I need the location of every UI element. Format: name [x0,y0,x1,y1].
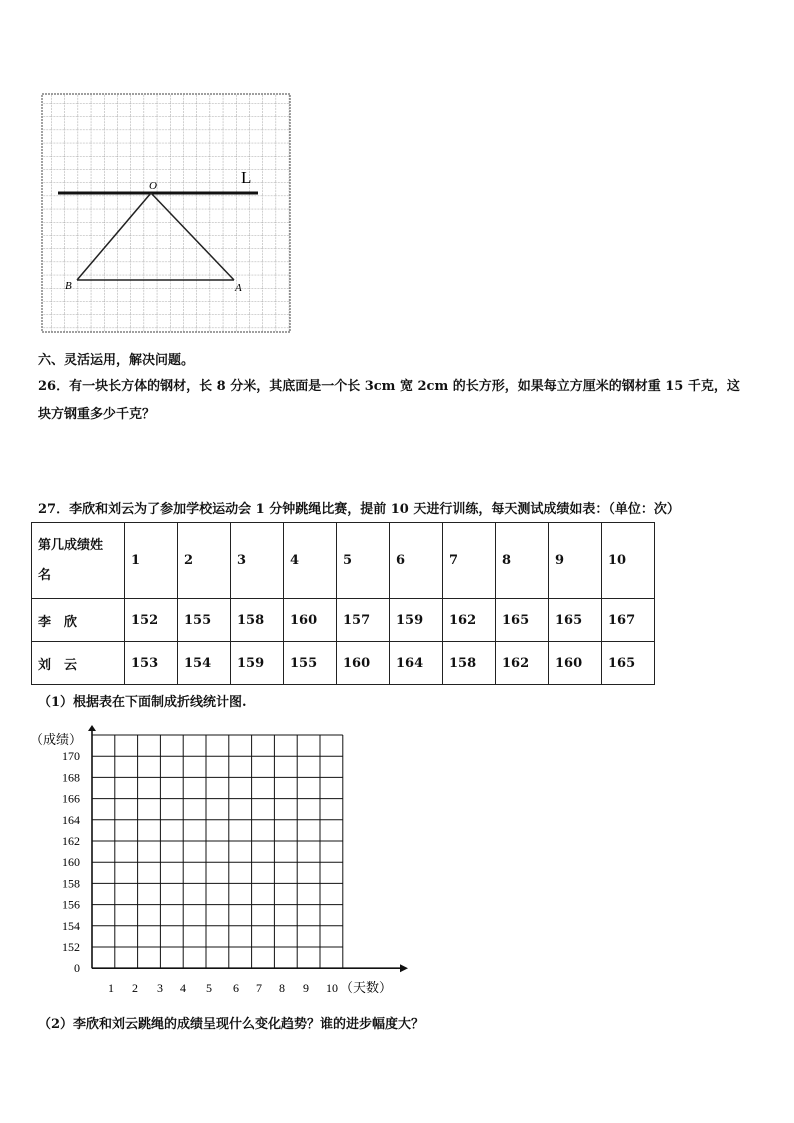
score-cell: 158 [443,642,496,685]
day-header: 9 [549,523,602,599]
score-cell: 165 [549,599,602,642]
table-header-row [32,523,655,599]
score-cell: 165 [496,599,549,642]
y-tick-label: 152 [62,940,80,954]
score-table [31,522,655,685]
y-tick-label: 170 [62,749,80,764]
score-cell: 155 [284,642,337,685]
day-header: 8 [496,523,549,599]
y-tick-label: 0 [74,961,80,976]
line-chart-grid [30,725,420,997]
q27-intro: 27．李欣和刘云为了参加学校运动会 1 分钟跳绳比赛，提前 10 天进行训练，每天测试成绩如表：（单位：次） [38,502,680,517]
day-header: 7 [443,523,496,599]
score-cell: 155 [178,599,231,642]
day-header: 3 [231,523,284,599]
y-axis-label: （成绩） [30,732,83,747]
day-header: 6 [390,523,443,599]
x-tick-label: 4 [180,981,186,995]
x-tick-label: 5 [206,981,212,995]
x-axis-label: （天数） [340,980,393,995]
score-cell: 160 [284,599,337,642]
label-o: O [149,180,157,192]
score-cell: 167 [602,599,655,642]
score-cell: 164 [390,642,443,685]
x-tick-label: 3 [157,981,163,995]
q26-line2: 块方钢重多少千克？ [38,407,156,422]
label-l: L [241,168,252,187]
y-tick-label: 164 [62,812,80,827]
row-name: 刘 云 [32,642,125,685]
row-name: 李 欣 [32,599,125,642]
score-cell: 160 [337,642,390,685]
day-header: 5 [337,523,390,599]
score-cell: 162 [496,642,549,685]
score-cell: 165 [602,642,655,685]
y-tick-label: 168 [62,770,80,785]
day-header: 10 [602,523,655,599]
x-tick-label: 8 [279,981,285,995]
day-header: 4 [284,523,337,599]
label-b: B [65,280,72,292]
x-tick-label: 10 [326,981,338,995]
table-row [32,599,655,642]
corner-line1: 第几成绩姓 [38,537,104,553]
y-tick-label: 154 [62,918,80,933]
y-tick-label: 162 [62,834,80,848]
day-header: 2 [178,523,231,599]
x-tick-label: 2 [132,981,138,995]
score-cell: 152 [125,599,178,642]
x-tick-labels [108,981,338,995]
day-header: 1 [125,523,178,599]
corner-line2: 名 [38,567,52,583]
score-cell: 157 [337,599,390,642]
q27-sub2: （2）李欣和刘云跳绳的成绩呈现什么变化趋势？谁的进步幅度大？ [38,1017,425,1032]
y-tick-labels [62,749,80,975]
q26-line1: 26．有一块长方体的钢材，长 8 分米，其底面是一个长 3cm 宽 2cm 的长方形，如果每立方厘米的钢材重 15 千克，这 [38,379,740,394]
x-tick-label: 9 [303,981,309,995]
label-a: A [235,282,242,294]
section-title: 六、灵活运用，解决问题。 [38,353,195,368]
x-tick-label: 1 [108,981,114,995]
score-cell: 160 [549,642,602,685]
q27-sub1: （1）根据表在下面制成折线统计图. [38,695,247,710]
score-cell: 159 [231,642,284,685]
y-tick-label: 156 [62,897,80,912]
x-tick-label: 6 [233,981,239,995]
score-cell: 158 [231,599,284,642]
x-tick-label: 7 [256,981,262,995]
table-corner-cell [32,523,125,599]
table-row [32,642,655,685]
score-cell: 159 [390,599,443,642]
y-tick-label: 158 [62,876,80,891]
y-tick-label: 166 [62,791,80,806]
x-axis-arrow [400,964,408,972]
score-cell: 162 [443,599,496,642]
chart-grid [88,725,408,972]
score-cell: 154 [178,642,231,685]
y-tick-label: 160 [62,855,80,870]
y-axis-arrow [88,725,96,731]
geometry-grid-figure [38,90,294,336]
score-cell: 153 [125,642,178,685]
